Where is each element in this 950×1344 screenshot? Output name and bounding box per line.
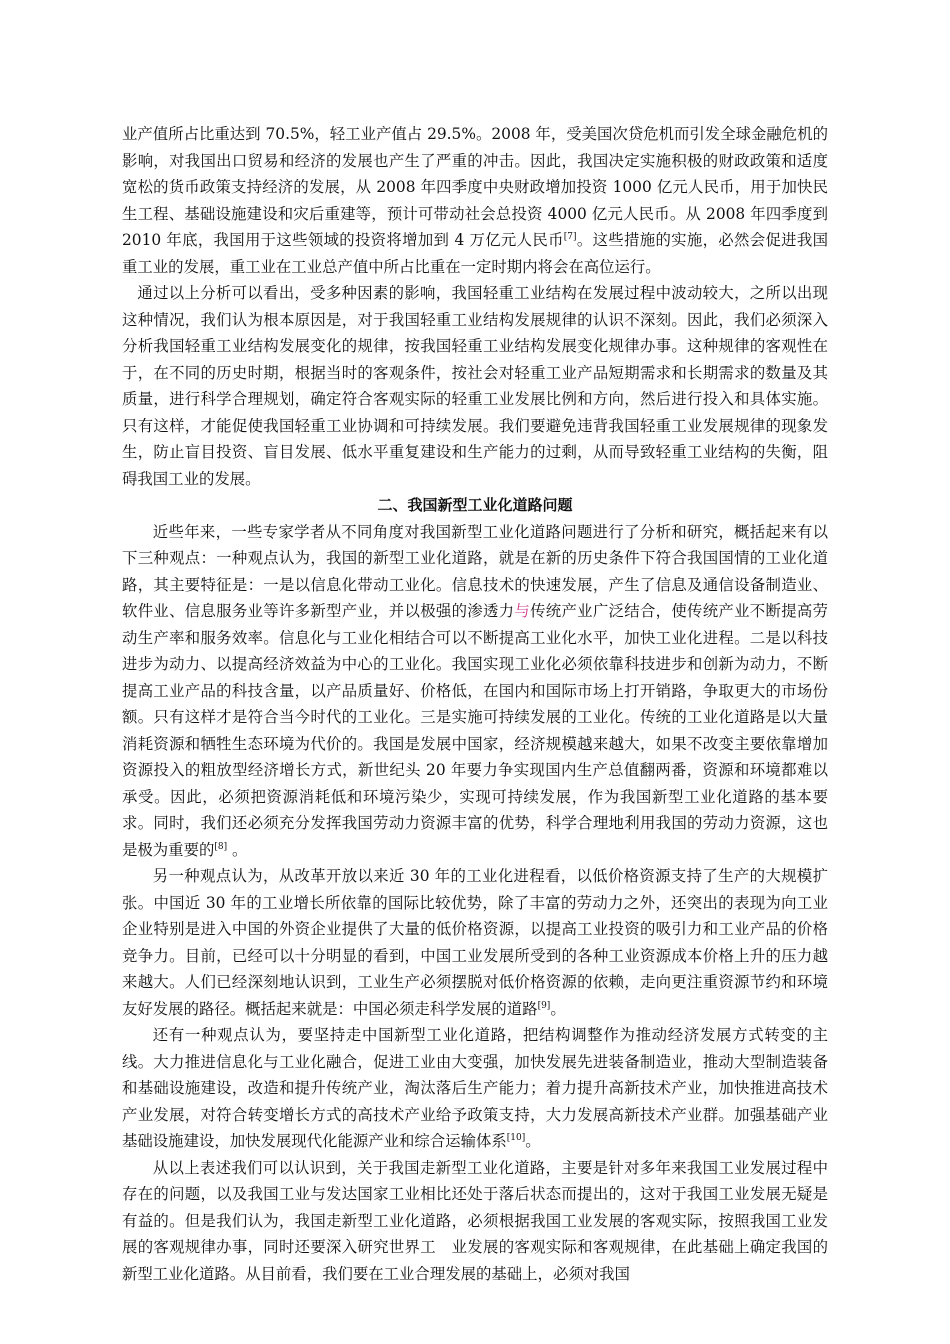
paragraph-text: 。 (227, 840, 248, 859)
paragraph-text: 业产值所占比重达到 70.5%，轻工业产值占 29.5%。2008 年，受美国次贷危机而引发全球金融危机的影响，对我国出口贸易和经济的发展也产生了严重的冲击。因此，我国决定实施积极的财政政策和适度宽松的货币政策支持经济的发展，从 2008 年四季度中央财政增加投资 1000 亿元人民币，用于加快民生工程、基础设施建设和灾后重建等，预计可带动社会总投资 4000 亿元人民币。从 2008 年四季度到 2010 年底，我国用于这些领域的投资将增加到 4 万亿元人民币 (122, 125, 828, 249)
paragraph-text: 。这些措施的实施，必然会促进我国重工业的发展，重工业在工业总产值中所占比重在一定时期内将会在高位运行。 (122, 231, 828, 276)
document-page (122, 121, 828, 1287)
citation-8: [8] (214, 841, 228, 852)
paragraph-2 (122, 280, 828, 492)
highlighted-character: 与 (514, 602, 531, 620)
paragraph-1 (122, 121, 828, 280)
paragraph-text: 通过以上分析可以看出，受多种因素的影响，我国轻重工业结构在发展过程中波动较大，之所以出现这种情况，我们认为根本原因是，对于我国轻重工业结构发展规律的认识不深刻。因此，我们必须深入分析我国轻重工业结构发展变化的规律，按我国轻重工业结构发展变化规律办事。这种规律的客观性在于，在不同的历史时期，根据当时的客观条件，按社会对轻重工业产品短期需求和长期需求的数量及其质量，进行科学合理规划，确定符合客观实际的轻重工业发展比例和方向，然后进行投入和具体实施。只有这样，才能促使我国轻重工业协调和可持续发展。我们要避免违背我国轻重工业发展规律的现象发生，防止盲目投资、盲目发展、低水平重复建设和生产能力的过剩，从而导致轻重工业结构的失衡，阻碍我国工业的发展。 (122, 284, 828, 488)
citation-7: [7] (563, 231, 577, 242)
paragraph-text: 另一种观点认为，从改革开放以来近 30 年的工业化进程看，以低价格资源支持了生产的大规模扩张。中国近 30 年的工业增长所依靠的国际比较优势，除了丰富的劳动力之外，还突出的表现为向工业企业特别是进入中国的外资企业提供了大量的低价格资源，以提高工业投资的吸引力和工业产品的价格竞争力。目前，已经可以十分明显的看到，中国工业发展所受到的各种工业资源成本价格上升的压力越来越大。人们已经深刻地认识到，工业生产必须摆脱对低价格资源的依赖，走向更注重资源节约和环境友好发展的路径。概括起来就是：中国必须走科学发展的道路 (122, 867, 828, 1018)
paragraph-4 (122, 863, 828, 1022)
paragraph-text: 近些年来，一些专家学者从不同角度对我国新型工业化道路问题进行了分析和研究，概括起来有以下三种观点：一种观点认为，我国的新型工业化道路，就是在新的历史条件下符合我国国情的工业化道路，其主要特征是：一是以信息化带动工业化。信息技术的快速发展，产生了信息及通信设备制造业、软件业、信息服务业等许多新型产业，并以极强的渗透力 (122, 522, 828, 620)
paragraph-5 (122, 1022, 828, 1155)
section-heading: 二、我国新型工业化道路问题 (377, 496, 573, 514)
paragraph-text: 传统产业广泛结合，使传统产业不断提高劳动生产率和服务效率。信息化与工业化相结合可以不断提高工业化水平，加快工业化进程。二是以科技进步为动力、以提高经济效益为中心的工业化。我国实现工业化必须依靠科技进步和创新为动力，不断提高工业产品的科技含量，以产品质量好、价格低，在国内和国际市场上打开销路，争取更大的市场份额。只有这样才是符合当今时代的工业化。三是实施可持续发展的工业化。传统的工业化道路是以大量消耗资源和牺牲生态环境为代价的。我国是发展中国家，经济规模越来越大，如果不改变主要依靠增加资源投入的粗放型经济增长方式，新世纪头 20 年要力争实现国内生产总值翻两番，资源和环境都难以承受。因此，必须把资源消耗低和环境污染少，实现可持续发展，作为我国新型工业化道路的基本要求。同时，我们还必须充分发挥我国劳动力资源丰富的优势，科学合理地利用我国的劳动力资源，这也是极为重要的 (122, 602, 828, 859)
paragraph-6 (122, 1155, 828, 1288)
paragraph-text: 还有一种观点认为，要坚持走中国新型工业化道路，把结构调整作为推动经济发展方式转变的主线。大力推进信息化与工业化融合，促进工业由大变强，加快发展先进装备制造业，推动大型制造装备和基础设施建设，改造和提升传统产业，淘汰落后生产能力；着力提升高新技术产业，加快推进高技术产业发展，对符合转变增长方式的高技术产业给予政策支持，大力发展高新技术产业群。加强基础产业基础设施建设，加快发展现代化能源产业和综合运输体系 (122, 1026, 828, 1150)
paragraph-text: 。 (525, 1132, 541, 1150)
paragraph-text: 从以上表述我们可以认识到，关于我国走新型工业化道路，主要是针对多年来我国工业发展过程中存在的问题，以及我国工业与发达国家工业相比还处于落后状态而提出的，这对于我国工业发展无疑是有益的。但是我们认为，我国走新型工业化道路，必须根据我国工业发展的客观实际，按照我国工业发展的客观规律办事，同时还要深入研究世界工 业发展的客观实际和客观规律，在此基础上确定我国的新型工业化道路。从目前看，我们要在工业合理发展的基础上，必须对我国 (122, 1158, 828, 1283)
citation-10: [10] (506, 1132, 526, 1143)
citation-9: [9] (537, 1000, 551, 1011)
paragraph-text: 。 (550, 999, 566, 1018)
paragraph-3 (122, 519, 828, 864)
